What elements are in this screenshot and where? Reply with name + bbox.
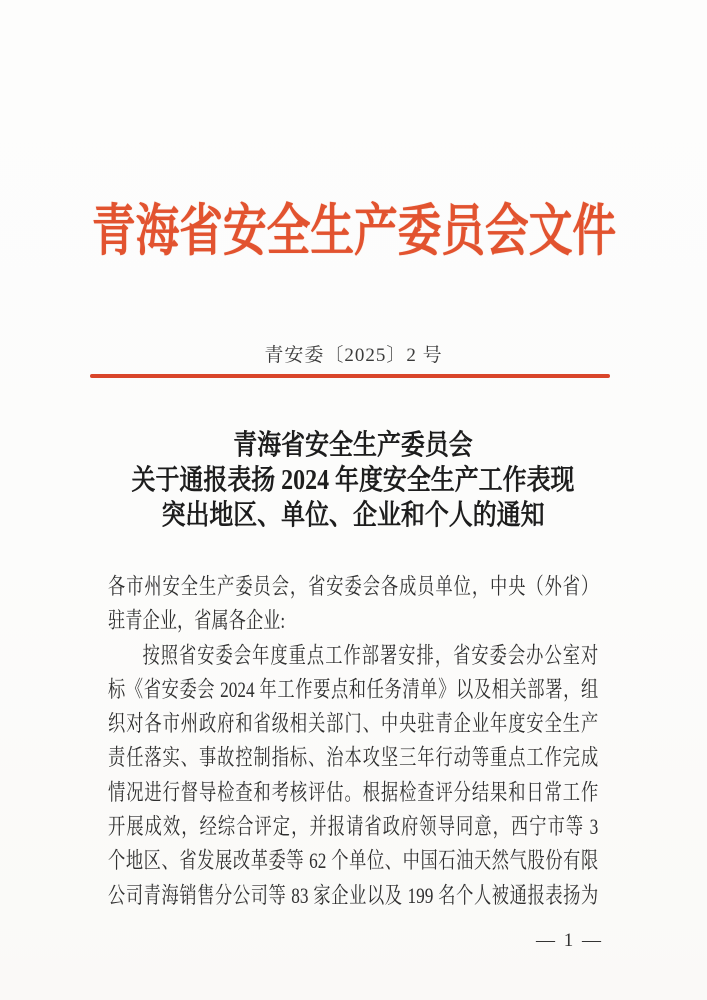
document-title xyxy=(0,428,707,533)
title-line xyxy=(0,428,707,463)
body-text xyxy=(108,570,598,913)
body-line: 公司青海销售分公司等 83 家企业以及 199 名个人被通报表扬为 xyxy=(108,882,599,908)
document-number: 青安委〔2025〕2 号 xyxy=(264,345,443,366)
body-line: 各市州安全生产委员会，省安委会各成员单位，中央（外省） xyxy=(108,574,599,599)
body-line: 标《省安委会 2024 年工作要点和任务清单》以及相关部署，组 xyxy=(108,676,599,702)
title-line-text: 突出地区、单位、企业和个人的通知 xyxy=(161,500,546,531)
title-line xyxy=(0,463,707,498)
body-line: 驻青企业，省属各企业: xyxy=(108,608,286,634)
red-masthead xyxy=(0,198,707,268)
body-line: 开展成效，经综合评定，并报请省政府领导同意，西宁市等 3 xyxy=(108,814,599,840)
page-number: — 1 — xyxy=(536,930,603,951)
body-line: 个地区、省发展改革委等 62 个单位、中国石油天然气股份有限 xyxy=(108,848,599,874)
body-line: 情况进行督导检查和考核评估。根据检查评分结果和日常工作 xyxy=(108,779,599,805)
title-line xyxy=(0,498,707,533)
title-line-text: 青海省安全生产委员会 xyxy=(233,430,474,461)
title-line-text: 关于通报表扬 2024 年度安全生产工作表现 xyxy=(132,465,575,496)
body-line: 织对各市州政府和省级相关部门、中央驻青企业年度安全生产 xyxy=(108,711,599,737)
body-line: 责任落实、事故控制指标、治本攻坚三年行动等重点工作完成 xyxy=(108,745,599,771)
red-divider-rule xyxy=(90,374,610,378)
masthead-title: 青海省安全生产委员会文件 xyxy=(91,201,616,263)
body-line: 按照省安委会年度重点工作部署安排，省安委会办公室对 xyxy=(142,642,599,668)
